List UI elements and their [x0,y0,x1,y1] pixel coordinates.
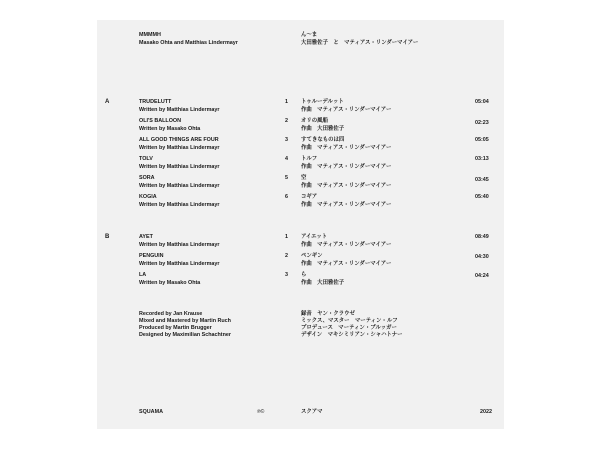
track-credit: Written by Masako Ohta [139,280,201,286]
track-credit: Written by Matthias Lindermayr [139,261,220,267]
track-credit-jp: 作曲 大田雅佐子 [301,126,345,132]
track-title-jp: トゥルーデルット [301,99,344,105]
track-title: PENGUIN [139,253,164,259]
album-artists-jp: 大田雅佐子 と マティアス・リンダーマイアー [301,40,419,46]
track-duration: 05:40 [475,194,489,200]
track-duration: 04:30 [475,254,489,260]
track-title-jp: アイエット [301,234,328,240]
track-title: LA [139,272,147,278]
track-title-jp: オリの風船 [301,118,328,124]
track-credit: Written by Matthias Lindermayr [139,242,220,248]
track-duration: 04:24 [475,273,489,279]
rights-symbols: ℗© [257,409,265,415]
track-number: 5 [285,175,288,181]
track-credit-jp: 作曲 マティアス・リンダーマイアー [301,261,392,267]
track-number: 3 [285,137,288,143]
track-credit-jp: 作曲 大田雅佐子 [301,280,345,286]
track-duration: 03:45 [475,177,489,183]
track-credit-jp: 作曲 マティアス・リンダーマイアー [301,202,392,208]
track-duration: 05:05 [475,137,489,143]
track-title: OLI'S BALLOON [139,118,182,124]
credit-line: Designed by Maximilian Schachtner [139,332,231,338]
track-title-jp: すてきなものは四 [301,137,345,143]
track-duration: 08:49 [475,234,489,240]
track-duration: 03:13 [475,156,489,162]
credit-line: Recorded by Jan Krause [139,311,203,317]
side-label-a: A [105,99,110,105]
track-credit: Written by Matthias Lindermayr [139,164,220,170]
track-number: 1 [285,234,288,240]
track-credit: Written by Matthias Lindermayr [139,107,220,113]
track-title: TOLV [139,156,153,162]
track-number: 2 [285,253,288,259]
credit-line: Mixed and Mastered by Martin Ruch [139,318,231,324]
track-credit: Written by Matthias Lindermayr [139,202,220,208]
track-credit: Written by Masako Ohta [139,126,201,132]
track-title-jp: ペンギン [301,253,323,259]
credit-line-jp: ミックス、マスター マーティン・ルフ [301,318,398,324]
album-title: MMMMH [139,32,161,38]
liner-notes-sheet [97,20,504,429]
side-label-b: B [105,234,110,240]
track-credit-jp: 作曲 マティアス・リンダーマイアー [301,164,392,170]
track-number: 4 [285,156,288,162]
track-credit-jp: 作曲 マティアス・リンダーマイアー [301,242,392,248]
credit-line-jp: プロデュース マーティン・ブルッガー [301,325,397,331]
track-title: KOGIA [139,194,157,200]
track-duration: 02:23 [475,120,489,126]
album-artists: Masako Ohta and Matthias Lindermayr [139,40,238,46]
label-name-jp: スクアマ [301,409,323,415]
track-title: SORA [139,175,155,181]
track-title: ALL GOOD THINGS ARE FOUR [139,137,219,143]
track-credit-jp: 作曲 マティアス・リンダーマイアー [301,107,392,113]
track-title-jp: 空 [301,175,307,181]
track-title: AYET [139,234,153,240]
label-name: SQUAMA [139,409,163,415]
track-title: TRUDELUTT [139,99,172,105]
track-number: 3 [285,272,288,278]
track-title-jp: コギア [301,194,318,200]
track-duration: 05:04 [475,99,489,105]
credit-line: Produced by Martin Brugger [139,325,212,331]
credit-line-jp: デザイン マキシミリアン・シャハトナー [301,332,403,338]
track-number: 1 [285,99,288,105]
album-title-jp: ん〜ま [301,32,318,38]
track-credit: Written by Matthias Lindermayr [139,145,220,151]
track-credit-jp: 作曲 マティアス・リンダーマイアー [301,183,392,189]
track-credit: Written by Matthias Lindermayr [139,183,220,189]
track-title-jp: トルフ [301,156,318,162]
credit-line-jp: 録音 ヤン・クラウゼ [301,311,355,317]
release-year: 2022 [480,409,492,415]
track-credit-jp: 作曲 マティアス・リンダーマイアー [301,145,392,151]
track-number: 6 [285,194,288,200]
track-number: 2 [285,118,288,124]
track-title-jp: ら [301,272,307,278]
